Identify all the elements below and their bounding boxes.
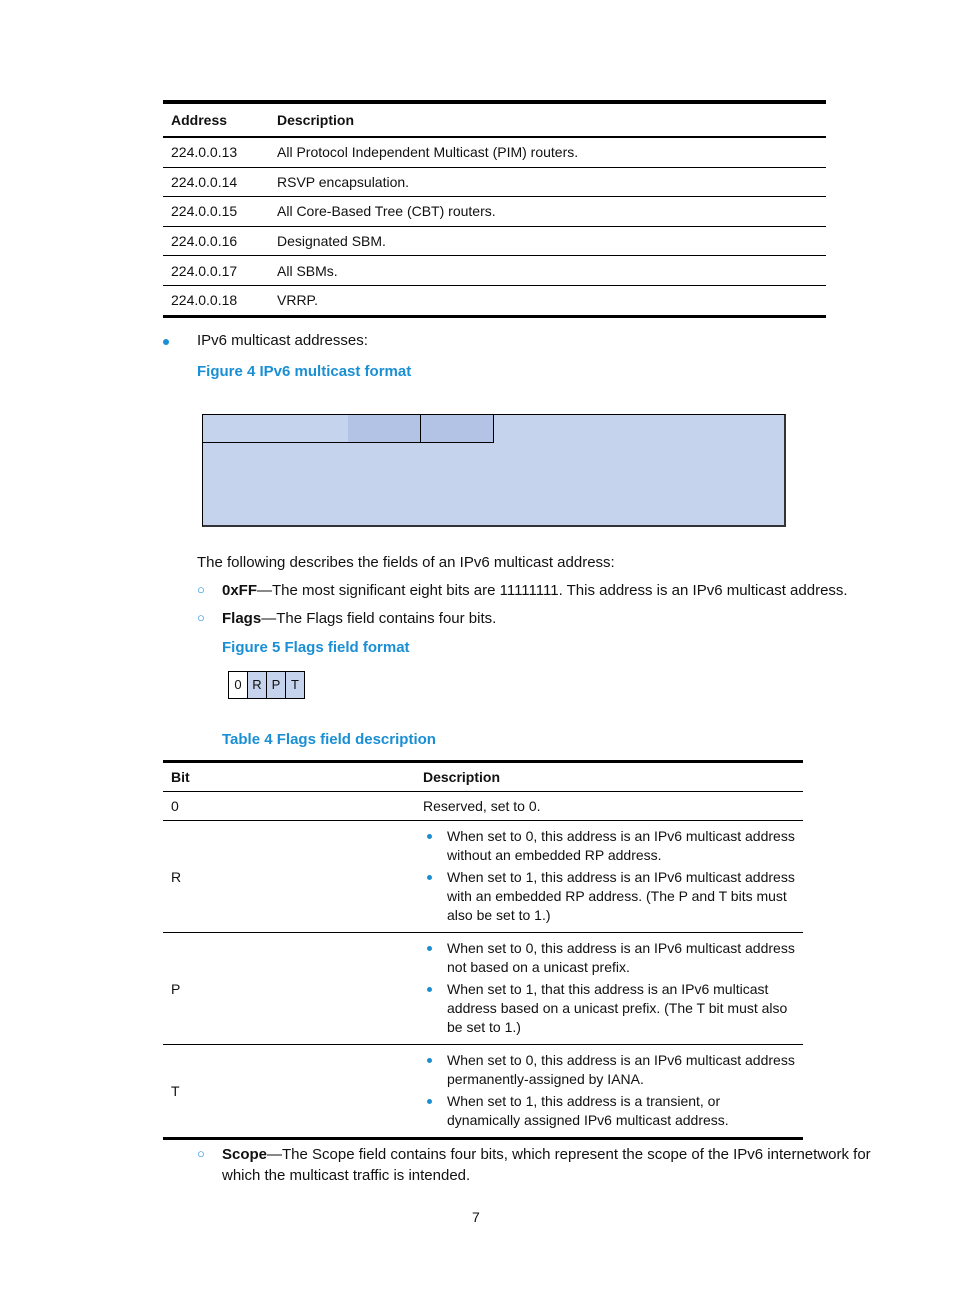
table-row bbox=[163, 1045, 803, 1139]
description-cell bbox=[415, 933, 803, 1045]
description-cell: Designated SBM. bbox=[269, 226, 826, 256]
address-cell: 224.0.0.15 bbox=[163, 197, 269, 227]
bit-cell: T bbox=[163, 1045, 415, 1139]
table4-caption: Table 4 Flags field description bbox=[222, 731, 436, 748]
flag-bit-0: 0 bbox=[229, 672, 248, 698]
flags-field-figure bbox=[228, 671, 305, 699]
figure-field-block bbox=[348, 415, 421, 443]
figure4-caption: Figure 4 IPv6 multicast format bbox=[197, 363, 412, 380]
table-row bbox=[163, 821, 803, 933]
description-cell: All SBMs. bbox=[269, 256, 826, 286]
address-cell: 224.0.0.18 bbox=[163, 285, 269, 316]
col-header-bit: Bit bbox=[163, 762, 415, 792]
ipv6-bullet-text: IPv6 multicast addresses: bbox=[197, 332, 368, 349]
address-table bbox=[163, 100, 826, 318]
table-row bbox=[163, 197, 826, 227]
table-row bbox=[163, 226, 826, 256]
bullet-icon bbox=[163, 339, 169, 345]
oxff-item bbox=[222, 580, 848, 601]
description-cell: Reserved, set to 0. bbox=[415, 792, 803, 821]
table-row bbox=[163, 933, 803, 1045]
col-header-description: Description bbox=[415, 762, 803, 792]
figure-field-block bbox=[421, 415, 494, 443]
description-cell: All Protocol Independent Multicast (PIM) routers. bbox=[269, 137, 826, 167]
table-row bbox=[163, 792, 803, 821]
oxff-term: 0xFF bbox=[222, 582, 258, 599]
fields-intro: The following describes the fields of an IPv6 multicast address: bbox=[197, 554, 615, 571]
list-item: When set to 1, that this address is an IPv6 multicast address based on a unicast prefix. (The T bit must also be set to 1.) bbox=[447, 980, 795, 1037]
scope-term: Scope bbox=[222, 1146, 268, 1163]
description-cell: All Core-Based Tree (CBT) routers. bbox=[269, 197, 826, 227]
col-header-address: Address bbox=[163, 102, 269, 137]
table-row bbox=[163, 285, 826, 316]
table-row bbox=[163, 137, 826, 167]
list-item: When set to 1, this address is an IPv6 multicast address with an embedded RP address. (The P and T bits must also be set to 1.) bbox=[447, 869, 795, 923]
address-cell: 224.0.0.17 bbox=[163, 256, 269, 286]
description-cell: VRRP. bbox=[269, 285, 826, 316]
table-row bbox=[163, 167, 826, 197]
hollow-circle-bullet-icon: ○ bbox=[197, 1146, 205, 1161]
ipv6-multicast-format-figure bbox=[202, 414, 786, 527]
flag-bit-r: R bbox=[248, 672, 267, 698]
table-row bbox=[163, 256, 826, 286]
scope-text: —The Scope field contains four bits, which represent the scope of the IPv6 internetwork for which the multicast traffic is intended. bbox=[222, 1146, 871, 1184]
address-cell: 224.0.0.14 bbox=[163, 167, 269, 197]
list-item: When set to 0, this address is an IPv6 multicast address without an embedded RP address. bbox=[447, 828, 795, 863]
description-cell bbox=[415, 1045, 803, 1139]
address-cell: 224.0.0.16 bbox=[163, 226, 269, 256]
flag-bit-p: P bbox=[267, 672, 286, 698]
page-number: 7 bbox=[472, 1209, 480, 1225]
flags-text: —The Flags field contains four bits. bbox=[261, 610, 497, 627]
list-item: When set to 1, this address is a transient, or dynamically assigned IPv6 multicast address. bbox=[447, 1092, 795, 1130]
list-item: When set to 0, this address is an IPv6 multicast address not based on a unicast prefix. bbox=[447, 940, 795, 975]
hollow-circle-bullet-icon: ○ bbox=[197, 582, 205, 597]
description-cell bbox=[415, 821, 803, 933]
oxff-text: —The most significant eight bits are 11111111. This address is an IPv6 multicast address. bbox=[257, 582, 848, 599]
scope-item bbox=[222, 1144, 872, 1186]
description-cell: RSVP encapsulation. bbox=[269, 167, 826, 197]
flags-item bbox=[222, 608, 496, 629]
hollow-circle-bullet-icon: ○ bbox=[197, 610, 205, 625]
bit-cell: P bbox=[163, 933, 415, 1045]
bit-cell: 0 bbox=[163, 792, 415, 821]
flags-term: Flags bbox=[222, 610, 262, 627]
figure5-caption: Figure 5 Flags field format bbox=[222, 639, 410, 656]
address-cell: 224.0.0.13 bbox=[163, 137, 269, 167]
list-item: When set to 0, this address is an IPv6 multicast address permanently-assigned by IANA. bbox=[447, 1052, 795, 1087]
bit-cell: R bbox=[163, 821, 415, 933]
figure-field-block bbox=[203, 415, 349, 443]
flag-bit-t: T bbox=[286, 672, 304, 698]
col-header-description: Description bbox=[269, 102, 826, 137]
flags-description-table bbox=[163, 760, 803, 1140]
